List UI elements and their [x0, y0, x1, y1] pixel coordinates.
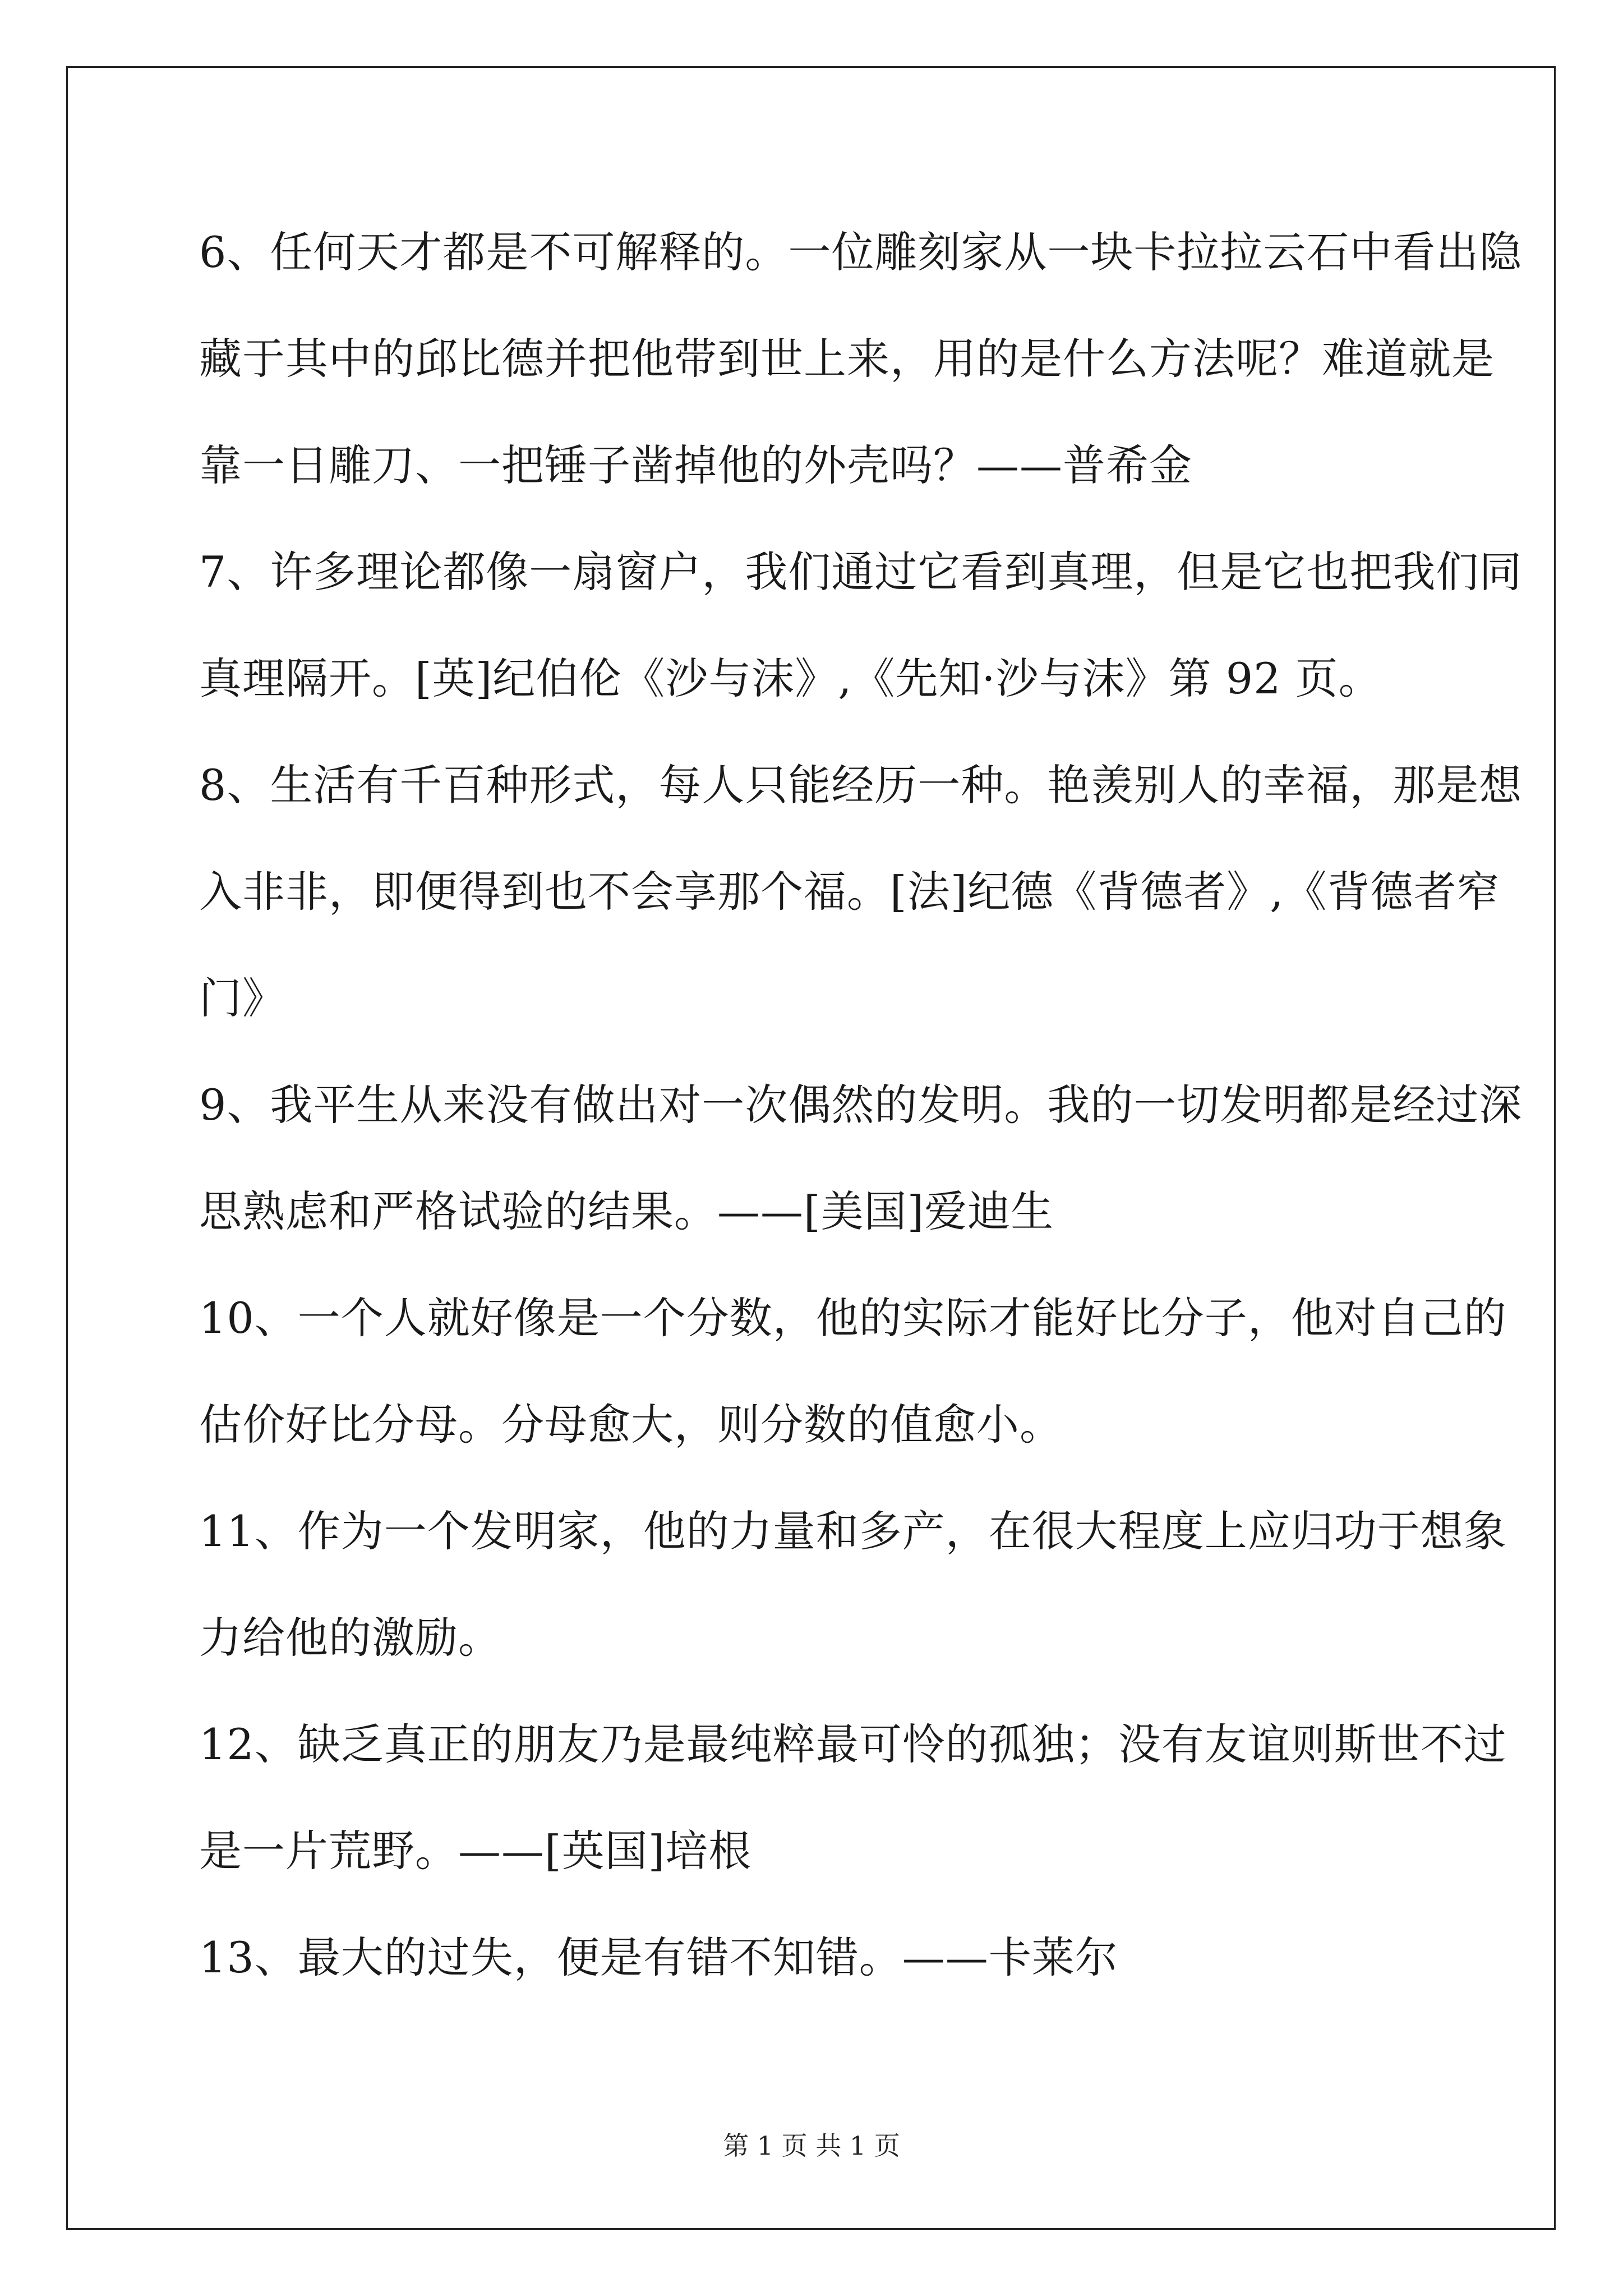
- document-body: [199, 213, 1523, 2025]
- text-line: 估价好比分母。分母愈大，则分数的值愈小。: [199, 1400, 1063, 1450]
- text-line: 思熟虑和严格试验的结果。——[美国]爱迪生: [199, 1186, 1054, 1236]
- text-line: 力给他的激励。: [199, 1613, 501, 1663]
- text-line: 入非非，即便得到也不会享那个福。[法]纪德《背德者》,《背德者窄: [199, 867, 1500, 917]
- text-line: 12、缺乏真正的朋友乃是最纯粹最可怜的孤独；没有友谊则斯世不过: [199, 1719, 1507, 1769]
- page-number-footer: 第 1 页 共 1 页: [723, 2131, 900, 2161]
- text-line: 真理隔开。[英]纪伯伦《沙与沫》,《先知·沙与沫》第 92 页。: [199, 654, 1382, 703]
- text-line: 8、生活有千百种形式，每人只能经历一种。艳羡别人的幸福，那是想: [199, 760, 1523, 810]
- text-line: 13、最大的过失，便是有错不知错。——卡莱尔: [199, 1932, 1118, 1982]
- text-line: 是一片荒野。——[英国]培根: [199, 1826, 752, 1876]
- text-line: 11、作为一个发明家，他的力量和多产，在很大程度上应归功于想象: [199, 1506, 1507, 1556]
- text-line: 藏于其中的邱比德并把他带到世上来，用的是什么方法呢？难道就是: [199, 334, 1495, 384]
- text-line: 9、我平生从来没有做出对一次偶然的发明。我的一切发明都是经过深: [199, 1080, 1523, 1130]
- text-line: 7、许多理论都像一扇窗户，我们通过它看到真理，但是它也把我们同: [199, 547, 1523, 597]
- text-line: 10、一个人就好像是一个分数，他的实际才能好比分子，他对自己的: [199, 1293, 1507, 1343]
- text-line: 门》: [199, 973, 285, 1023]
- text-line: 靠一日雕刀、一把锤子凿掉他的外壳吗？——普希金: [199, 440, 1192, 490]
- text-line: 6、任何天才都是不可解释的。一位雕刻家从一块卡拉拉云石中看出隐: [199, 227, 1523, 277]
